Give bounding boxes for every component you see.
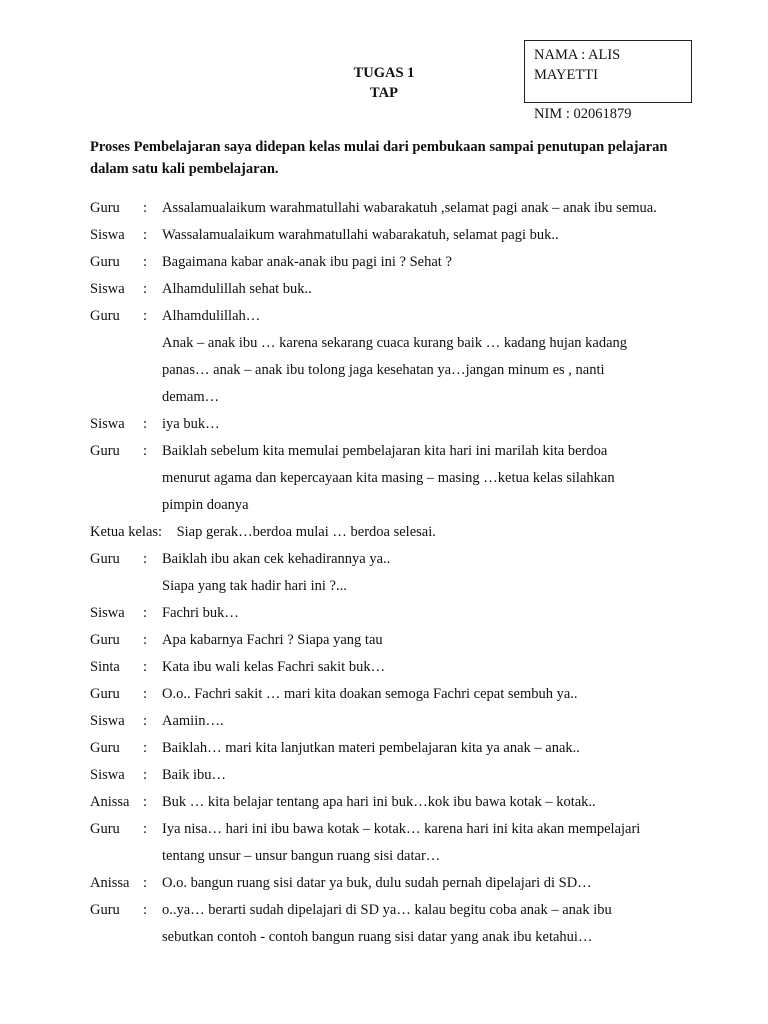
- dialog-text: Bagaimana kabar anak-anak ibu pagi ini ? Sehat ?: [162, 254, 452, 270]
- speaker-colon: :: [143, 767, 148, 783]
- student-name: NAMA : ALIS MAYETTI: [534, 47, 621, 83]
- speaker-colon: :: [143, 902, 148, 918]
- dialog-turn: [90, 708, 690, 735]
- speaker-colon: :: [143, 281, 148, 297]
- dialog-turn: [90, 600, 690, 627]
- dialog-text-continued: sebutkan contoh - contoh bangun ruang sisi datar yang anak ibu ketahui…: [162, 929, 593, 945]
- intro-paragraph: Proses Pembelajaran saya didepan kelas mulai dari pembukaan sampai penutupan pelajaran dalam satu kali pembelajaran.: [90, 139, 668, 177]
- dialog-turn: [90, 546, 690, 573]
- dialog-text-continued: tentang unsur – unsur bangun ruang sisi datar…: [162, 848, 441, 864]
- speaker-colon: :: [143, 227, 148, 243]
- speaker-name: Guru: [90, 551, 120, 567]
- dialog-text-continued: pimpin doanya: [162, 497, 249, 513]
- dialog-text: Alhamdulillah…: [162, 308, 261, 324]
- speaker-name: Anissa: [90, 794, 130, 810]
- dialog-transcript: [90, 195, 690, 951]
- dialog-text: Iya nisa… hari ini ibu bawa kotak – kotak… karena hari ini kita akan mempelajari: [162, 821, 641, 837]
- dialog-turn: [90, 789, 690, 816]
- dialog-text: Fachri buk…: [162, 605, 239, 621]
- dialog-turn: [90, 870, 690, 897]
- dialog-text: Baiklah ibu akan cek kehadirannya ya..: [162, 551, 391, 567]
- dialog-text: Kata ibu wali kelas Fachri sakit buk…: [162, 659, 386, 675]
- dialog-text: o..ya… berarti sudah dipelajari di SD ya… kalau begitu coba anak – anak ibu: [162, 902, 612, 918]
- speaker-colon: :: [143, 200, 148, 216]
- speaker-colon: :: [143, 416, 148, 432]
- dialog-line: Ketua kelas: Siap gerak…berdoa mulai … berdoa selesai.: [90, 524, 436, 540]
- dialog-turn: [90, 276, 690, 303]
- dialog-text-continued: menurut agama dan kepercayaan kita masing – masing …ketua kelas silahkan: [162, 470, 615, 486]
- dialog-text: O.o. bangun ruang sisi datar ya buk, dulu sudah pernah dipelajari di SD…: [162, 875, 592, 891]
- dialog-text-continued: demam…: [162, 389, 220, 405]
- speaker-name: Guru: [90, 200, 120, 216]
- document-subtitle: TAP: [370, 85, 398, 101]
- speaker-colon: :: [143, 551, 148, 567]
- student-nim: NIM : 02061879: [534, 106, 632, 122]
- speaker-colon: :: [143, 254, 148, 270]
- speaker-colon: :: [143, 659, 148, 675]
- dialog-turn: [90, 816, 690, 843]
- speaker-name: Guru: [90, 902, 120, 918]
- identity-box: [524, 40, 692, 122]
- dialog-text: Assalamualaikum warahmatullahi wabarakatuh ,selamat pagi anak – anak ibu semua.: [162, 200, 657, 216]
- dialog-turn: [90, 438, 690, 465]
- speaker-name: Guru: [90, 632, 120, 648]
- speaker-colon: :: [143, 713, 148, 729]
- dialog-turn: [90, 195, 690, 222]
- dialog-text: Wassalamualaikum warahmatullahi wabarakatuh, selamat pagi buk..: [162, 227, 559, 243]
- speaker-colon: :: [143, 443, 148, 459]
- dialog-turn: [90, 897, 690, 924]
- dialog-text-continued: Siapa yang tak hadir hari ini ?...: [162, 578, 347, 594]
- speaker-name: Guru: [90, 443, 120, 459]
- speaker-colon: :: [143, 686, 148, 702]
- document-header: [250, 63, 518, 103]
- document-title: TUGAS 1: [353, 65, 415, 81]
- dialog-text: O.o.. Fachri sakit … mari kita doakan semoga Fachri cepat sembuh ya..: [162, 686, 578, 702]
- dialog-turn: [90, 735, 690, 762]
- speaker-colon: :: [143, 875, 148, 891]
- speaker-name: Guru: [90, 308, 120, 324]
- dialog-text: Apa kabarnya Fachri ? Siapa yang tau: [162, 632, 383, 648]
- dialog-turn: [90, 762, 690, 789]
- speaker-name: Guru: [90, 740, 120, 756]
- speaker-colon: :: [143, 605, 148, 621]
- dialog-text: Buk … kita belajar tentang apa hari ini buk…kok ibu bawa kotak – kotak..: [162, 794, 596, 810]
- dialog-text: Baiklah sebelum kita memulai pembelajaran kita hari ini marilah kita berdoa: [162, 443, 608, 459]
- dialog-turn: [90, 411, 690, 438]
- dialog-text: Baiklah… mari kita lanjutkan materi pembelajaran kita ya anak – anak..: [162, 740, 580, 756]
- dialog-text: Aamiin….: [162, 713, 224, 729]
- speaker-colon: :: [143, 632, 148, 648]
- speaker-colon: :: [143, 794, 148, 810]
- speaker-name: Siswa: [90, 227, 125, 243]
- speaker-name: Guru: [90, 821, 120, 837]
- speaker-name: Siswa: [90, 416, 125, 432]
- dialog-text: iya buk…: [162, 416, 220, 432]
- dialog-text: Alhamdulillah sehat buk..: [162, 281, 312, 297]
- dialog-turn: [90, 222, 690, 249]
- dialog-turn: [90, 654, 690, 681]
- dialog-turn: [90, 303, 690, 330]
- dialog-text: Baik ibu…: [162, 767, 227, 783]
- speaker-name: Siswa: [90, 767, 125, 783]
- speaker-name: Guru: [90, 254, 120, 270]
- speaker-name: Siswa: [90, 713, 125, 729]
- speaker-name: Siswa: [90, 281, 125, 297]
- speaker-colon: :: [143, 308, 148, 324]
- speaker-colon: :: [143, 740, 148, 756]
- dialog-turn: [90, 627, 690, 654]
- speaker-name: Guru: [90, 686, 120, 702]
- dialog-turn: [90, 681, 690, 708]
- dialog-turn: [90, 249, 690, 276]
- dialog-text-continued: Anak – anak ibu … karena sekarang cuaca kurang baik … kadang hujan kadang: [162, 335, 628, 351]
- dialog-text-continued: panas… anak – anak ibu tolong jaga kesehatan ya…jangan minum es , nanti: [162, 362, 605, 378]
- speaker-name: Anissa: [90, 875, 130, 891]
- speaker-name: Sinta: [90, 659, 120, 675]
- speaker-name: Siswa: [90, 605, 125, 621]
- speaker-colon: :: [143, 821, 148, 837]
